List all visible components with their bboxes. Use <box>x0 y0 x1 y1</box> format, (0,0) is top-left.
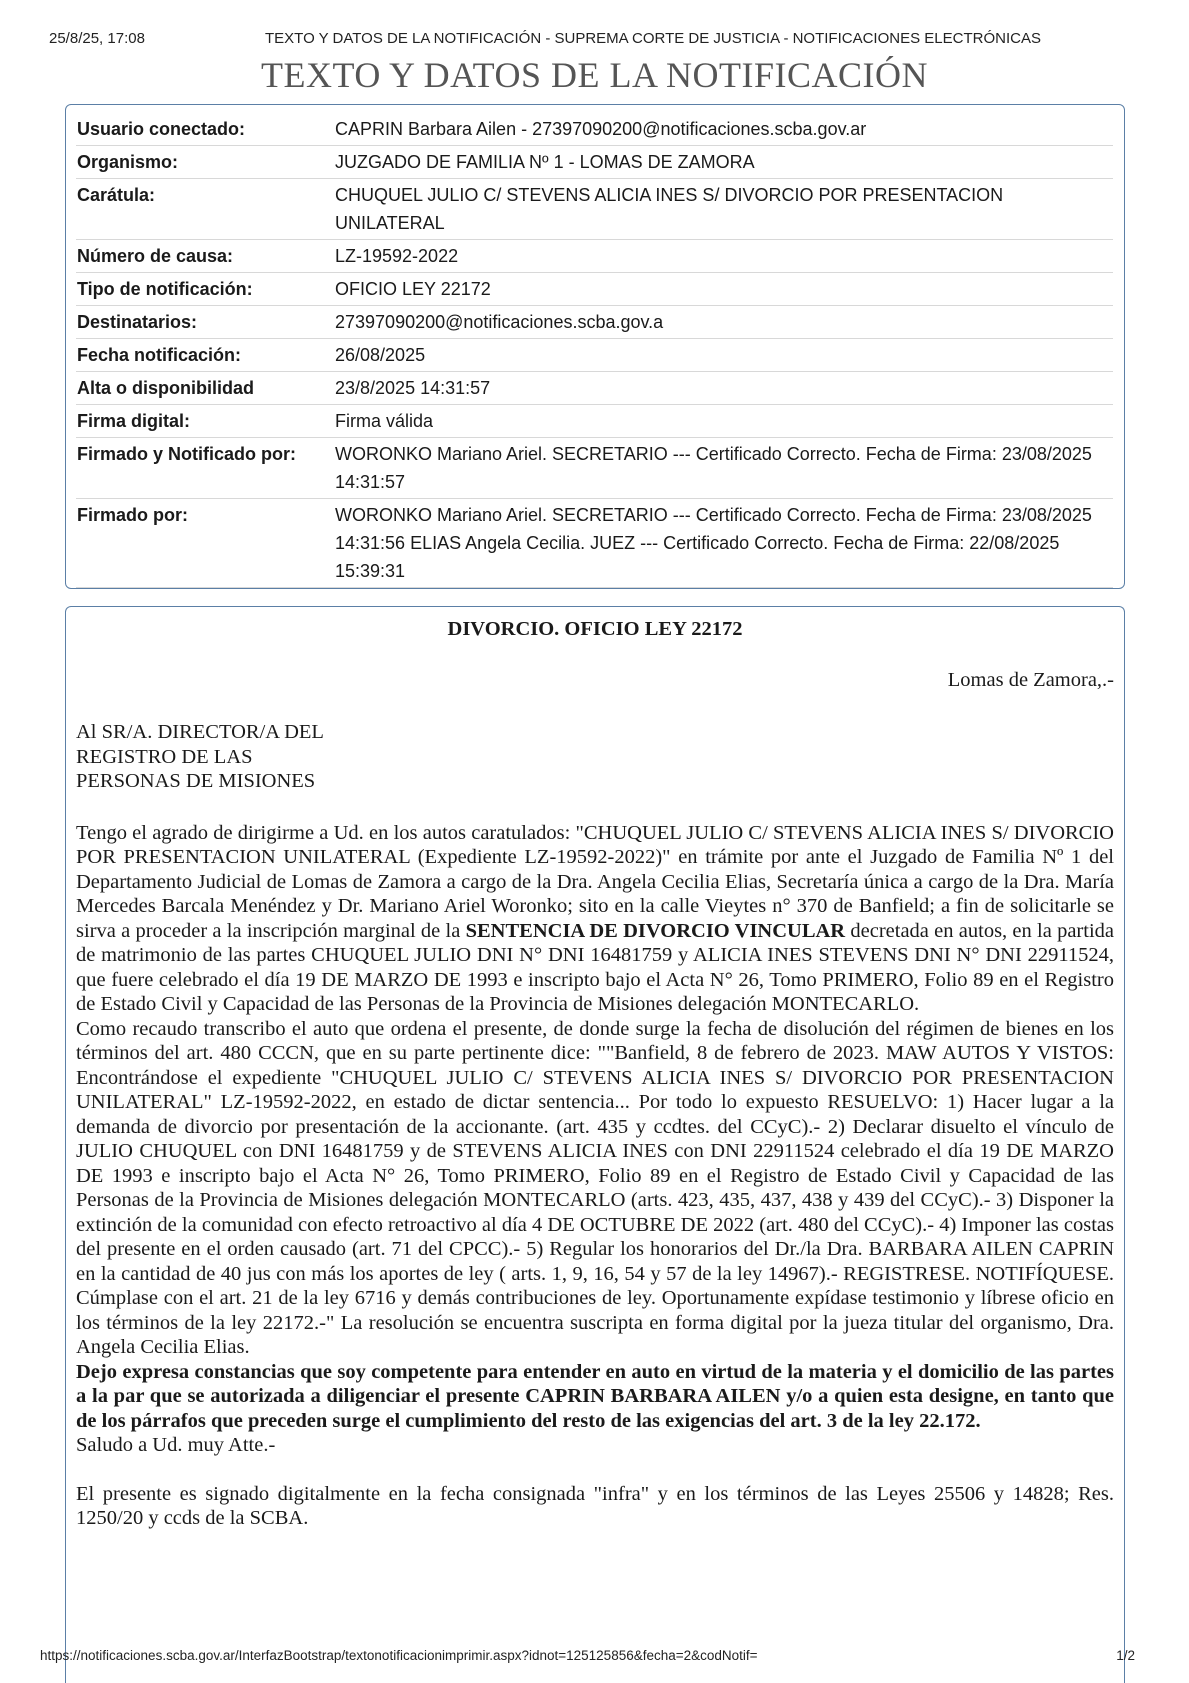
meta-label: Firmado y Notificado por: <box>77 444 297 464</box>
addressee <box>76 720 1114 794</box>
meta-row-tipo-notificacion <box>76 273 1113 306</box>
meta-row-organismo <box>76 146 1113 179</box>
meta-row-numero-causa <box>76 240 1113 273</box>
meta-label: Tipo de notificación: <box>77 279 253 299</box>
meta-row-firma-digital <box>76 405 1113 438</box>
paragraph-request <box>76 821 1114 1017</box>
print-datetime: 25/8/25, 17:08 <box>49 30 145 47</box>
meta-value: CAPRIN Barbara Ailen - 27397090200@notificaciones.scba.gov.ar <box>335 119 867 139</box>
meta-label: Número de causa: <box>77 246 234 266</box>
meta-value: Firma válida <box>335 411 434 431</box>
meta-label: Carátula: <box>77 185 156 205</box>
document-place: Lomas de Zamora,.- <box>947 668 1114 691</box>
paragraph-text: decretada en autos, en la partida de matrimonio de las partes CHUQUEL JULIO DNI N° DNI 16481759 y ALICIA INES STEVENS DNI N° DNI 22911524, que fuere celebrado el día 19 DE MARZO DE 1993 e inscripto bajo el Acta N° 26, Tomo PRIMERO, Folio 89 en el Registro de Estado Civil y Capacidad de las Personas de la Provincia de Misiones delegación MONTECARLO. <box>76 919 1115 1015</box>
paragraph-resolution: Como recaudo transcribo el auto que ordena el presente, de donde surge la fecha de disolución del régimen de bienes en los términos del art. 480 CCCN, que en su parte pertinente dice: ""Banfield, 8 de febrero de 2023. MAW AUTOS Y VISTOS: Encontrándose el expediente "CHUQUEL JULIO C/ STEVENS ALICIA INES S/ DIVORCIO POR PRESENTACION UNILATERAL" LZ-19592-2022, en estado de dictar sentencia... Por todo lo expuesto RESUELVO: 1) Hacer lugar a la demanda de divorcio por presentación de la accionante. (art. 435 y ccdtes. del CCyC).- 2) Declarar disuelto el vínculo de JULIO CHUQUEL con DNI 16481759 y de STEVENS ALICIA INES con DNI 22911524 celebrado el día 19 DE MARZO DE 1993 e inscripto bajo el Acta N° 26, Tomo PRIMERO, Folio 89 en el Registro de Estado Civil y Capacidad de las Personas de la Provincia de Misiones delegación MONTECARLO (arts. 423, 435, 437, 438 y 439 del CCyC).- 3) Disponer la extinción de la comunidad con efecto retroactivo al día 4 DE OCTUBRE DE 2022 (art. 480 del CCyC).- 4) Imponer las costas del presente en el orden causado (art. 71 del CPCC).- 5) Regular los honorarios del Dr./la Dra. BARBARA AILEN CAPRIN en la cantidad de 40 jus con más los aportes de ley ( arts. 1, 9, 16, 54 y 57 de la ley 14967).- REGISTRESE. NOTIFÍQUESE. Cúmplase con el art. 21 de la ley 6716 y demás contribuciones de ley. Oportunamente expídase testimonio y líbrese oficio en los términos de la ley 22172.-" La resolución se encuentra suscripta en forma digital por la jueza titular del organismo, Dra. Angela Cecilia Elias. <box>76 1017 1114 1358</box>
meta-value: 26/08/2025 <box>335 345 426 365</box>
addressee-line: Al SR/A. DIRECTOR/A DEL <box>76 721 324 743</box>
meta-value: JUZGADO DE FAMILIA Nº 1 - LOMAS DE ZAMORA <box>335 152 755 172</box>
paragraph-bold: SENTENCIA DE DIVORCIO VINCULAR <box>465 919 846 942</box>
meta-label: Alta o disponibilidad <box>77 378 254 398</box>
document-title: DIVORCIO. OFICIO LEY 22172 <box>447 618 743 640</box>
paragraph-competence <box>76 1360 1114 1434</box>
notification-text-panel <box>65 606 1125 1683</box>
addressee-line: REGISTRO DE LAS <box>76 745 253 768</box>
meta-label: Organismo: <box>77 152 179 172</box>
notification-metadata-panel <box>65 104 1125 589</box>
meta-label: Fecha notificación: <box>77 345 242 365</box>
print-title: TEXTO Y DATOS DE LA NOTIFICACIÓN - SUPREMA CORTE DE JUSTICIA - NOTIFICACIONES ELECTRÓNICAS <box>265 30 1041 47</box>
paragraph-bold: Dejo expresa constancias que soy competente para entender en auto en virtud de la materia y el domicilio de las partes a la par que se autorizada a diligenciar el presente CAPRIN BARBARA AILEN y/o a quien esta designe, en tanto que de los párrafos que preceden surge el cumplimiento del resto de las exigencias del art. 3 de la ley 22.172. <box>76 1360 1114 1432</box>
meta-row-firmado-por <box>76 499 1113 588</box>
meta-row-firmado-notificado <box>76 438 1113 499</box>
closing-salutation: Saludo a Ud. muy Atte.- <box>76 1434 276 1456</box>
meta-row-destinatarios <box>76 306 1113 339</box>
meta-row-alta <box>76 372 1113 405</box>
paragraph-digital-signature: El presente es signado digitalmente en la fecha consignada "infra" y en los términos de las Leyes 25506 y 14828; Res. 1250/20 y ccds de la SCBA. <box>76 1482 1114 1529</box>
meta-label: Destinatarios: <box>77 312 198 332</box>
meta-value: 27397090200@notificaciones.scba.gov.a <box>335 312 664 332</box>
meta-label: Usuario conectado: <box>77 119 246 139</box>
meta-value: WORONKO Mariano Ariel. SECRETARIO --- Certificado Correcto. Fecha de Firma: 23/08/2025 14:31:57 <box>335 444 1092 492</box>
addressee-line: PERSONAS DE MISIONES <box>76 770 316 792</box>
footer-url: https://notificaciones.scba.gov.ar/InterfazBootstrap/textonotificacionimprimir.aspx?idnot=125125856&fecha=2&codNotif= <box>40 1648 758 1663</box>
meta-row-fecha-notificacion <box>76 339 1113 372</box>
page-title: TEXTO Y DATOS DE LA NOTIFICACIÓN <box>261 55 928 95</box>
meta-value: LZ-19592-2022 <box>335 246 459 266</box>
meta-label: Firma digital: <box>77 411 191 431</box>
meta-value: OFICIO LEY 22172 <box>335 279 491 299</box>
meta-value: 23/8/2025 14:31:57 <box>335 378 491 398</box>
meta-row-caratula <box>76 179 1113 240</box>
meta-label: Firmado por: <box>77 505 188 525</box>
meta-row-usuario <box>76 113 1113 146</box>
page-number: 1/2 <box>1116 1648 1135 1663</box>
meta-value: WORONKO Mariano Ariel. SECRETARIO --- Certificado Correcto. Fecha de Firma: 23/08/2025 14:31:56 ELIAS Angela Cecilia. JUEZ --- Certificado Correcto. Fecha de Firma: 22/08/2025 15:39:31 <box>335 505 1092 581</box>
meta-value: CHUQUEL JULIO C/ STEVENS ALICIA INES S/ DIVORCIO POR PRESENTACION UNILATERAL <box>335 185 1004 233</box>
paragraph-text: Tengo el agrado de dirigirme a Ud. en los autos caratulados: "CHUQUEL JULIO C/ STEVENS ALICIA INES S/ DIVORCIO POR PRESENTACION UNILATERAL (Expediente LZ-19592-2022)" en trámite por ante el Juzgado de Familia Nº 1 del Departamento Judicial de Lomas de Zamora a cargo de la Dra. Angela Cecilia Elias, Secretaría única a cargo de la Dra. María Mercedes Barcala Menéndez y Dr. Mariano Ariel Woronko; sito en la calle Vieytes n° 370 de Banfield; a fin de solicitarle se sirva a proceder a la inscripción marginal de la <box>76 821 1114 942</box>
